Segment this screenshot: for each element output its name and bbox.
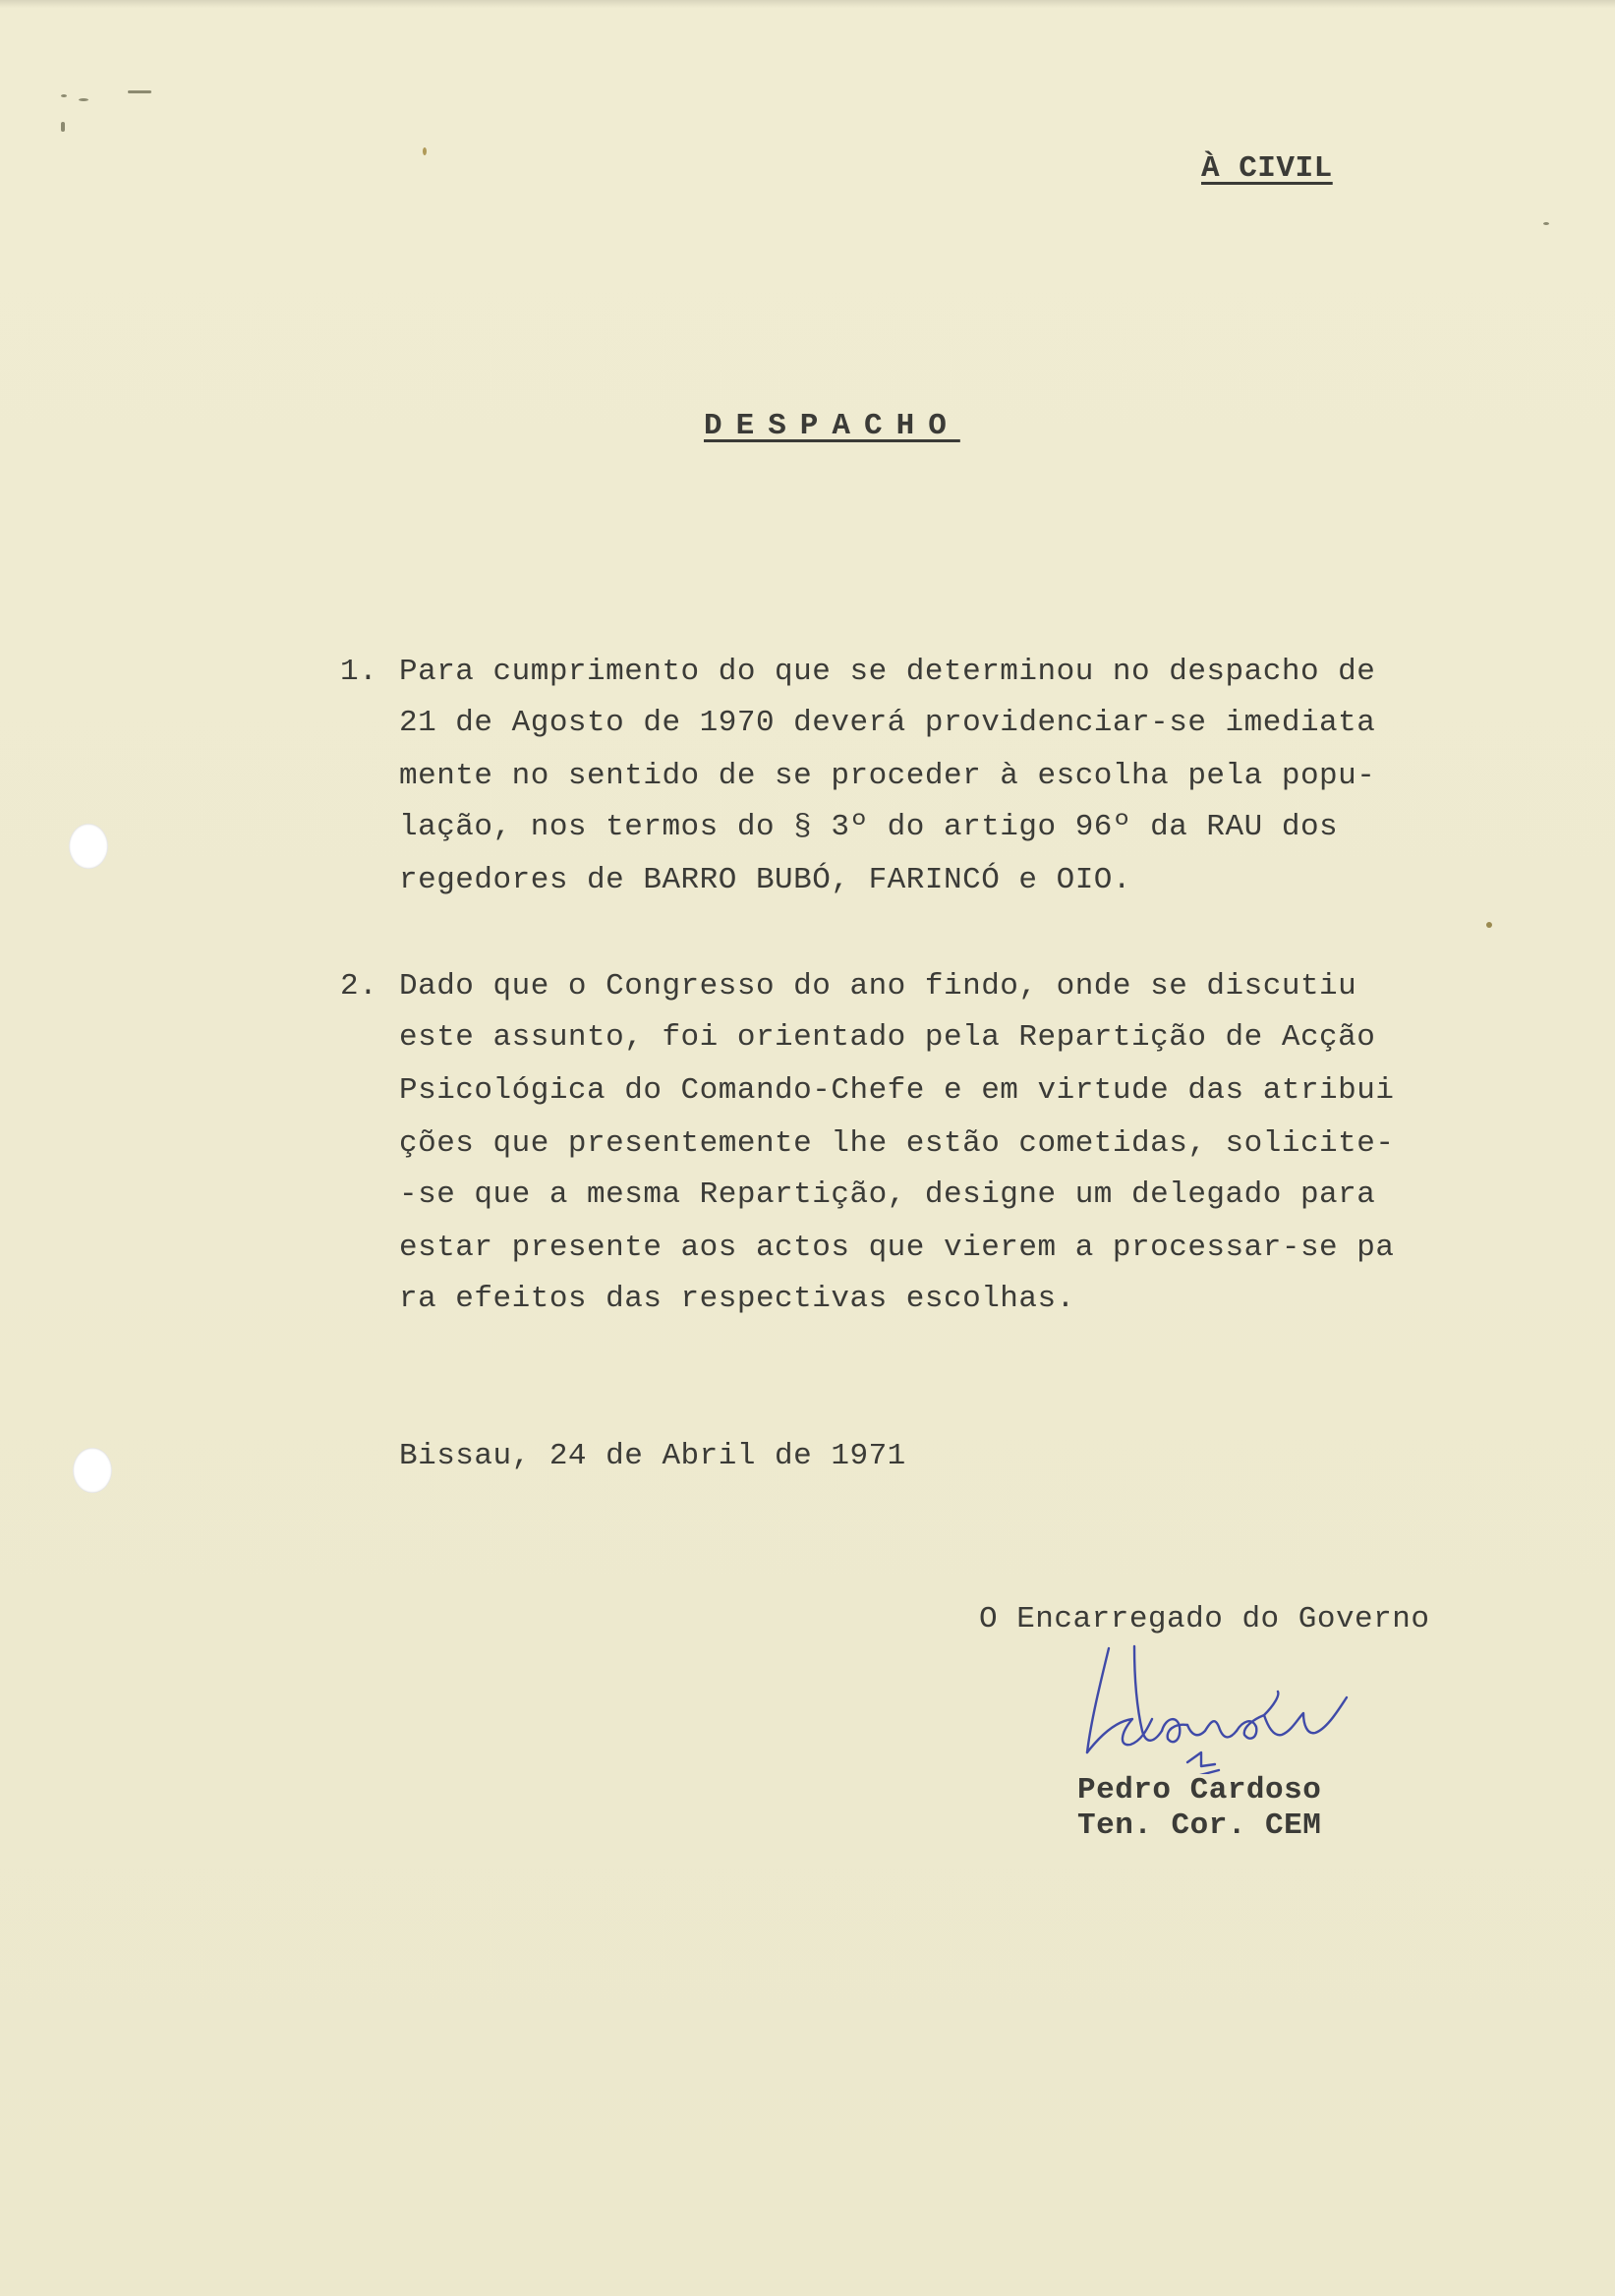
punch-hole-lower	[73, 1448, 112, 1493]
paper-speck	[1543, 222, 1549, 225]
paragraph-line: 21 de Agosto de 1970 deverá providenciar-se imediata	[399, 706, 1376, 740]
paragraph-line: Psicológica do Comando-Chefe e em virtude das atribui	[399, 1073, 1395, 1108]
paragraph-line: ções que presentemente lhe estão cometidas, solicite-	[399, 1126, 1395, 1161]
handwritten-signature	[1071, 1636, 1396, 1774]
paragraph-line: estar presente aos actos que vierem a processar-se pa	[399, 1231, 1395, 1265]
paper-speck	[79, 98, 88, 101]
signatory-rank: Ten. Cor. CEM	[1077, 1808, 1322, 1843]
paper-speck	[61, 122, 65, 132]
paragraph-line: ra efeitos das respectivas escolhas.	[399, 1282, 1075, 1316]
paragraph-number: 1.	[340, 655, 378, 689]
paragraph-line: mente no sentido de se proceder à escolha pela popu-	[399, 759, 1376, 793]
paper-speck	[61, 94, 67, 97]
header-reference: À CIVIL	[1201, 151, 1333, 186]
paragraph-number: 2.	[340, 969, 378, 1004]
paragraph-line: lação, nos termos do § 3º do artigo 96º da RAU dos	[399, 810, 1339, 844]
page-top-edge	[0, 0, 1615, 8]
paragraph-line: -se que a mesma Repartição, designe um delegado para	[399, 1177, 1376, 1212]
paper-speck	[1486, 922, 1492, 928]
signatory-role: O Encarregado do Governo	[979, 1602, 1430, 1636]
punch-hole-upper	[69, 824, 108, 869]
paper-speck	[423, 147, 427, 155]
paragraph-line: regedores de BARRO BUBÓ, FARINCÓ e OIO.	[399, 863, 1132, 897]
paper-speck	[128, 90, 151, 93]
date-line: Bissau, 24 de Abril de 1971	[399, 1439, 906, 1473]
paragraph-line: Dado que o Congresso do ano findo, onde se discutiu	[399, 969, 1357, 1004]
paragraph-line: este assunto, foi orientado pela Repartição de Acção	[399, 1020, 1376, 1055]
document-title: DESPACHO	[704, 409, 960, 443]
signatory-name: Pedro Cardoso	[1077, 1773, 1322, 1808]
paragraph-line: Para cumprimento do que se determinou no despacho de	[399, 655, 1376, 689]
